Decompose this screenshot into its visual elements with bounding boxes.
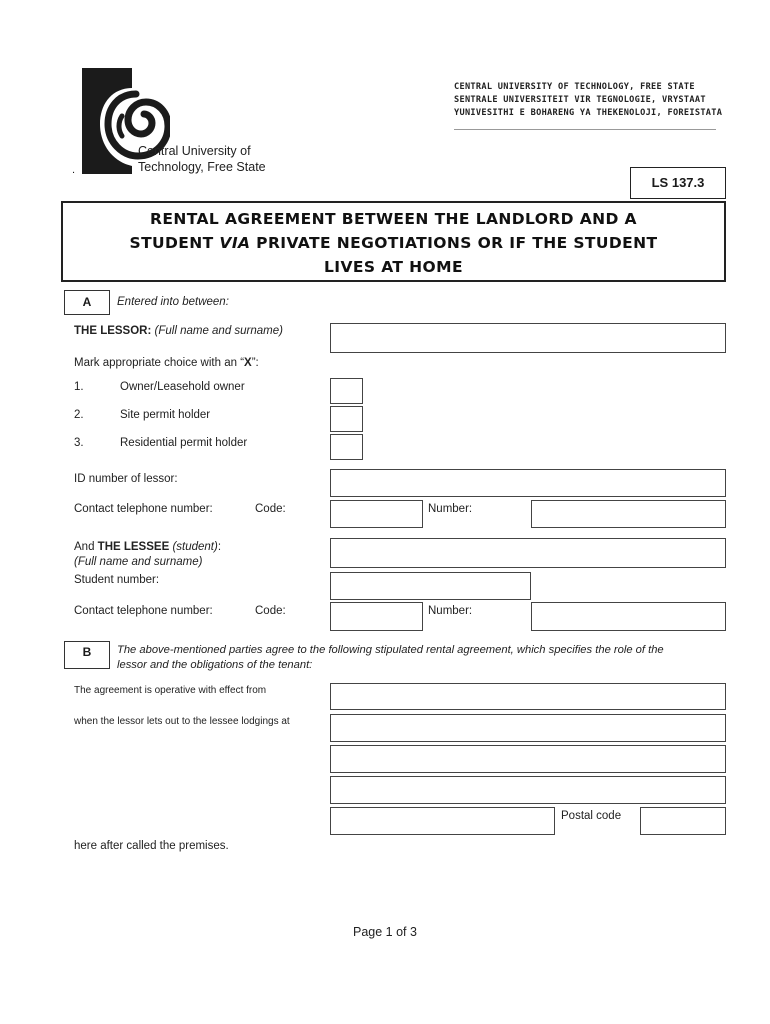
title-line-3: LIVES AT HOME xyxy=(324,258,463,276)
section-a-marker xyxy=(64,290,110,315)
mark-choice-post: ”: xyxy=(251,357,259,369)
lessee-code-label: Code: xyxy=(255,605,286,617)
mark-choice-pre: Mark appropriate choice with an “ xyxy=(74,357,245,369)
title-student: STUDENT xyxy=(129,234,220,252)
option-3-label: Residential permit holder xyxy=(120,437,248,449)
stray-dot: . xyxy=(72,164,76,176)
section-b-marker xyxy=(64,641,110,669)
lessor-code-label: Code: xyxy=(255,503,286,515)
lessee-number-field[interactable] xyxy=(531,602,726,631)
lessor-hint: (Full name and surname) xyxy=(154,325,283,337)
logo-text-line1: Central University of xyxy=(138,144,251,158)
title-via: VIA xyxy=(219,234,251,252)
lessee-number-label: Number: xyxy=(428,605,473,617)
lessor-contact-label: Contact telephone number: xyxy=(74,503,213,515)
page-number: Page 1 of 3 xyxy=(353,925,417,939)
lodgings-label: when the lessor lets out to the lessee lodgings at xyxy=(74,716,290,727)
lessor-number-field[interactable] xyxy=(531,500,726,528)
lessee-and: And xyxy=(74,541,98,553)
lessor-name-field[interactable] xyxy=(330,323,726,353)
title-box xyxy=(61,201,726,282)
lessor-label xyxy=(74,325,283,337)
lessor-id-label: ID number of lessor: xyxy=(74,473,178,485)
title-line-1: RENTAL AGREEMENT BETWEEN THE LANDLORD AND A xyxy=(150,210,637,228)
lessee-name-field[interactable] xyxy=(330,538,726,568)
lessee-colon: : xyxy=(217,541,222,553)
option-1-label: Owner/Leasehold owner xyxy=(120,381,245,393)
section-b-intro-line2: lessor and the obligations of the tenant: xyxy=(117,659,313,671)
entered-into-label: Entered into between: xyxy=(117,296,229,308)
operative-date-label: The agreement is operative with effect from xyxy=(74,685,267,696)
university-name-english: CENTRAL UNIVERSITY OF TECHNOLOGY, FREE STATE xyxy=(454,82,695,92)
form-code-box xyxy=(630,167,726,199)
lessor-code-field[interactable] xyxy=(330,500,423,528)
option-2-checkbox[interactable] xyxy=(330,406,363,432)
university-name-sesotho: YUNIVESITHI E BOHARENG YA THEKENOLOJI, FOREISTATA xyxy=(454,108,723,118)
title-line-2 xyxy=(63,234,724,252)
operative-date-field[interactable] xyxy=(330,683,726,710)
lessor-number-label: Number: xyxy=(428,503,473,515)
postal-code-field[interactable] xyxy=(640,807,726,835)
lessee-hint: (Full name and surname) xyxy=(74,556,203,568)
lodgings-address-field-3[interactable] xyxy=(330,776,726,804)
mark-choice-instruction xyxy=(74,357,259,369)
title-private: PRIVATE NEGOTIATIONS OR IF THE STUDENT xyxy=(250,234,658,252)
mark-choice-x: X xyxy=(244,357,252,369)
form-code: LS 137.3 xyxy=(651,175,705,190)
option-3-checkbox[interactable] xyxy=(330,434,363,460)
logo-text-line2: Technology, Free State xyxy=(138,160,266,174)
lessee-label xyxy=(74,541,221,553)
section-b-intro-line1: The above-mentioned parties agree to the following stipulated rental agreement, which specifies the role of the xyxy=(117,644,664,656)
lodgings-address-field-2[interactable] xyxy=(330,745,726,773)
option-1-number: 1. xyxy=(74,381,84,393)
option-2-label: Site permit holder xyxy=(120,409,211,421)
lessor-title: THE LESSOR: xyxy=(74,325,152,337)
lodgings-address-field-4[interactable] xyxy=(330,807,555,835)
lessor-id-field[interactable] xyxy=(330,469,726,497)
premises-label: here after called the premises. xyxy=(74,840,229,852)
lessee-code-field[interactable] xyxy=(330,602,423,631)
lessee-student: (student) xyxy=(169,541,218,553)
section-b-letter: B xyxy=(82,645,92,659)
university-name-afrikaans: SENTRALE UNIVERSITEIT VIR TEGNOLOGIE, VRYSTAAT xyxy=(454,95,706,105)
option-2-number: 2. xyxy=(74,409,84,421)
university-logo xyxy=(78,66,273,178)
option-3-number: 3. xyxy=(74,437,84,449)
student-number-field[interactable] xyxy=(330,572,531,600)
postal-code-label: Postal code xyxy=(561,810,622,822)
header-divider xyxy=(454,129,716,130)
student-number-label: Student number: xyxy=(74,574,160,586)
lessee-title: THE LESSEE xyxy=(97,541,170,553)
lodgings-address-field-1[interactable] xyxy=(330,714,726,742)
section-a-letter: A xyxy=(82,295,92,309)
option-1-checkbox[interactable] xyxy=(330,378,363,404)
lessee-contact-label: Contact telephone number: xyxy=(74,605,213,617)
